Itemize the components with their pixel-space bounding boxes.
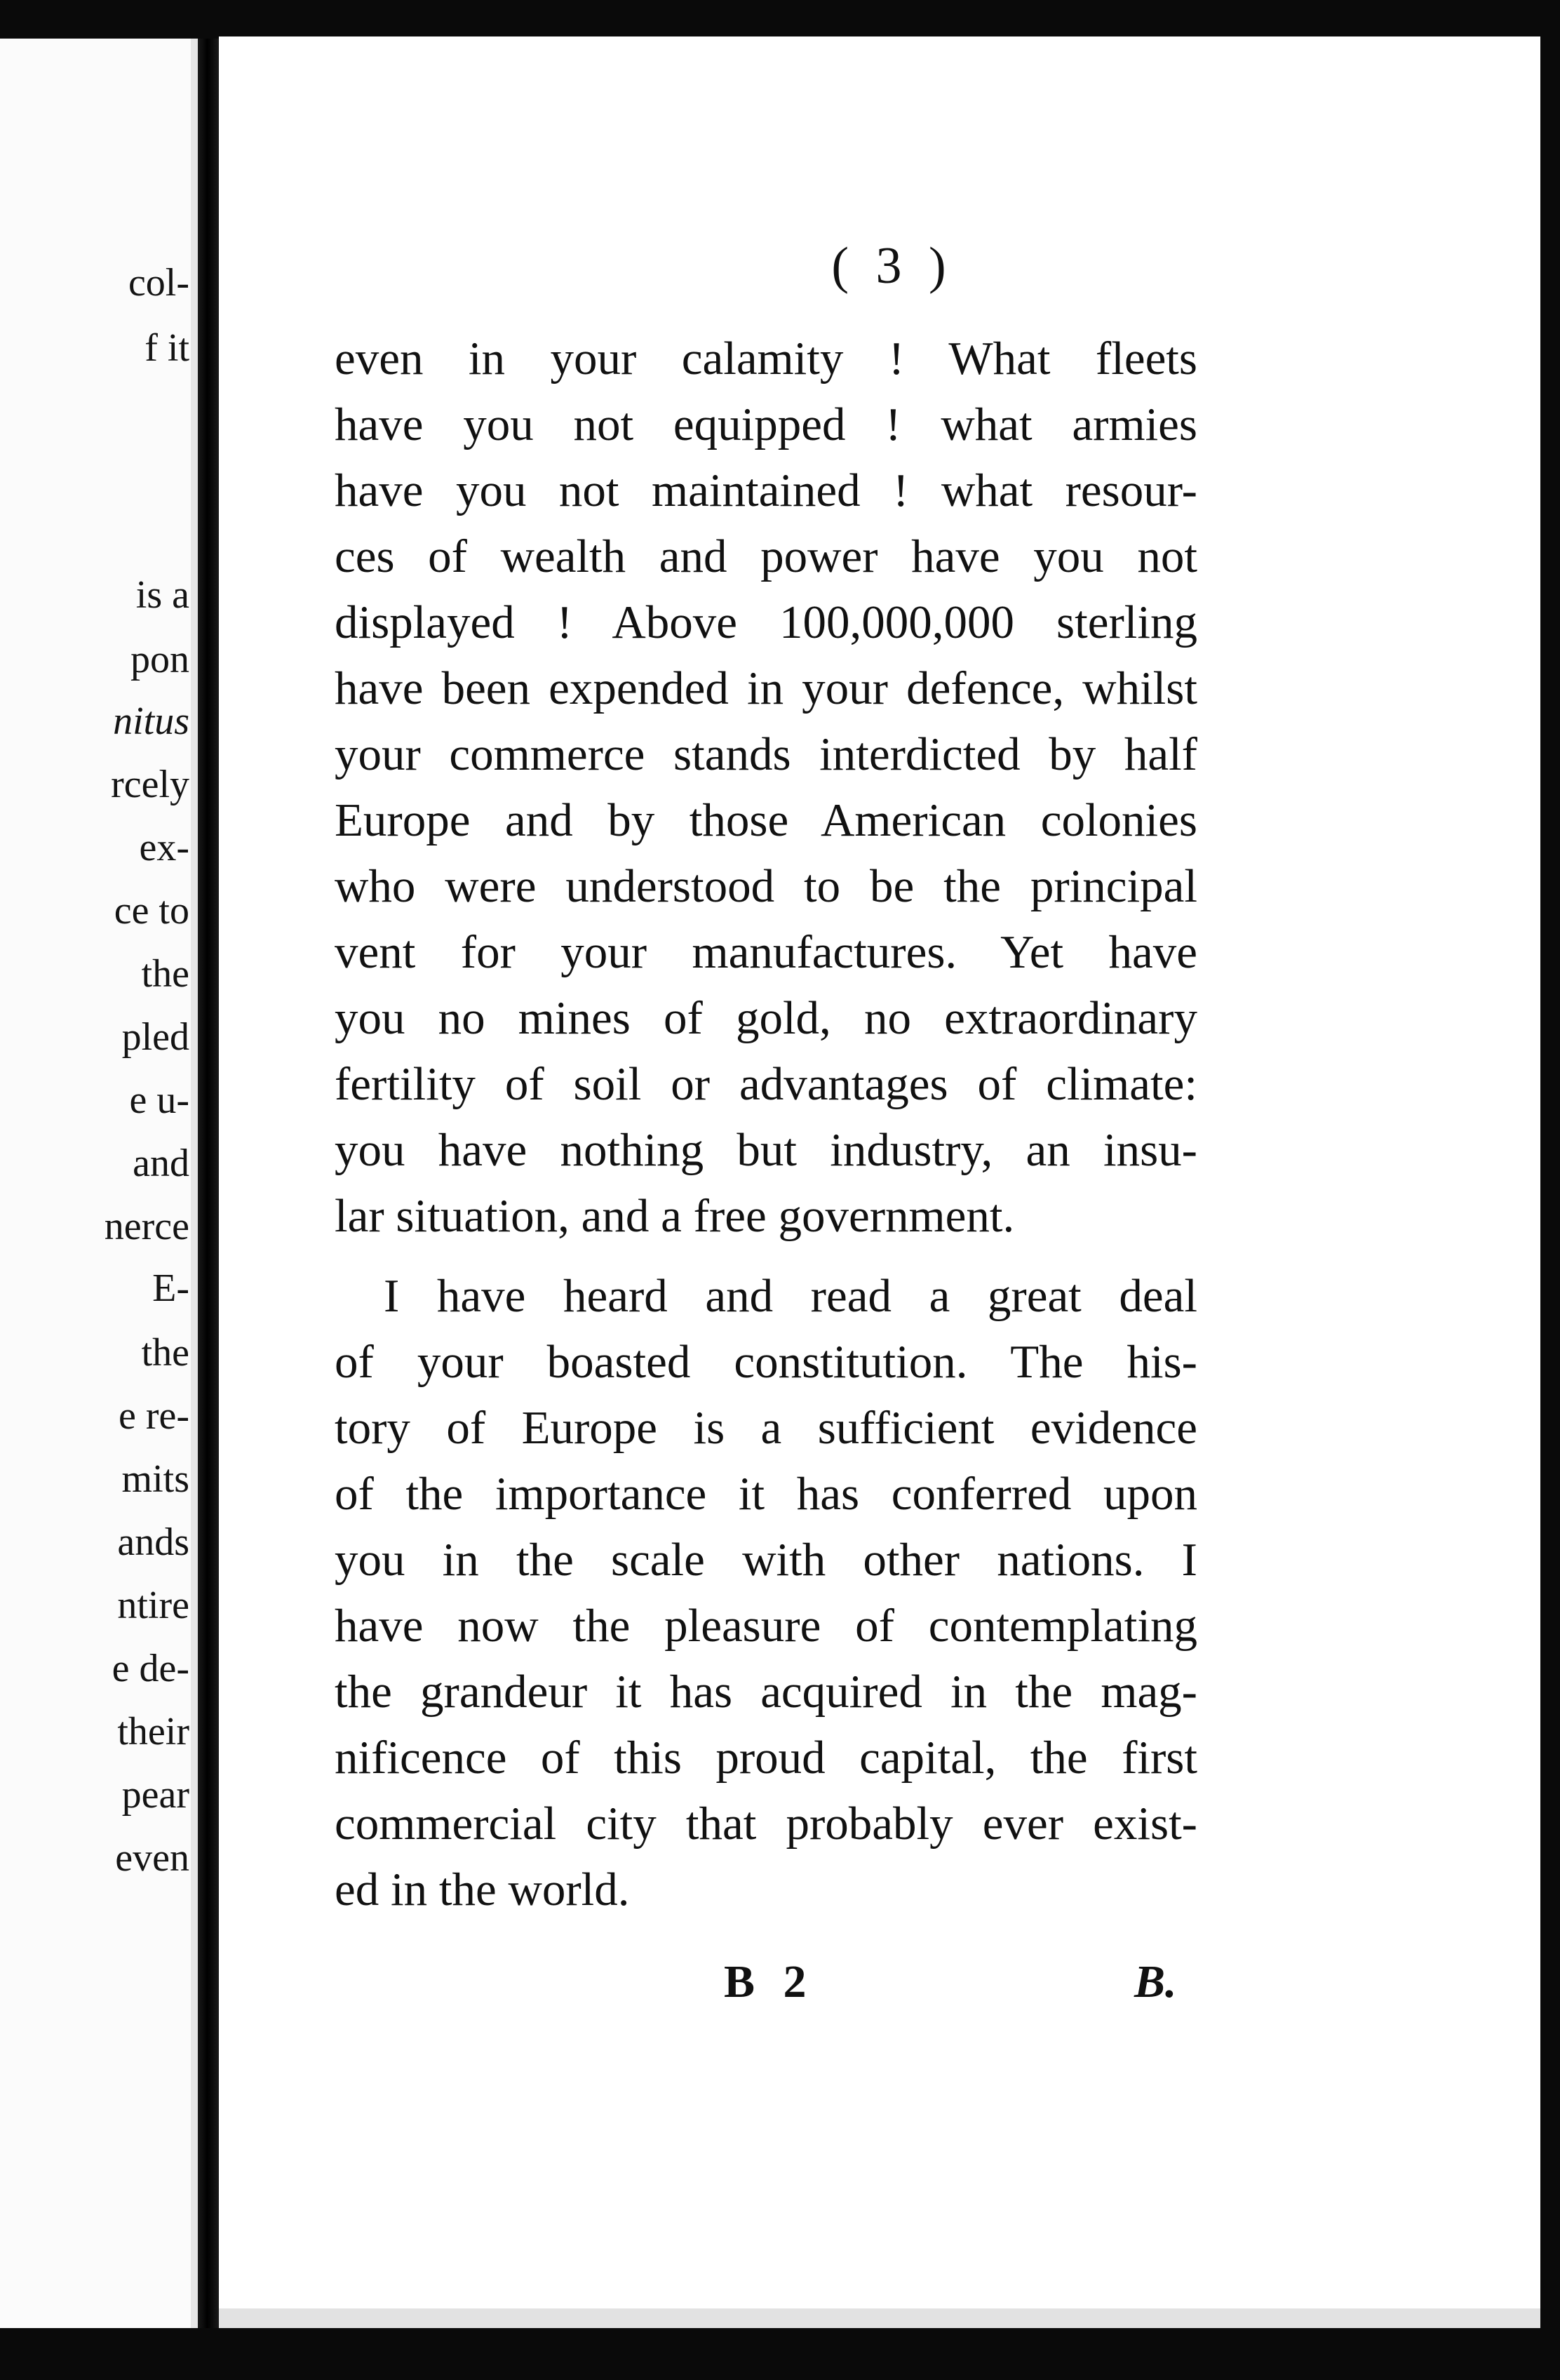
paragraph-2 bbox=[335, 1263, 1197, 1923]
left-page-line: col- bbox=[128, 261, 189, 305]
text-line: even in your calamity ! What fleets bbox=[335, 333, 1197, 385]
text-line: of your boasted constitution. The his- bbox=[335, 1336, 1197, 1388]
left-page-line: the bbox=[141, 1331, 189, 1375]
signature-mark: B 2 bbox=[724, 1956, 815, 2007]
left-page-line: pled bbox=[121, 1015, 189, 1059]
left-page-line: E- bbox=[152, 1266, 189, 1310]
page-3 bbox=[219, 36, 1542, 2329]
left-page-line: and bbox=[133, 1142, 189, 1185]
text-line: fertility of soil or advantages of climate: bbox=[335, 1058, 1197, 1110]
text-line: you in the scale with other nations. I bbox=[335, 1534, 1197, 1586]
text-line: lar situation, and a free government. bbox=[335, 1190, 1015, 1242]
text-line: you no mines of gold, no extraordinary bbox=[335, 992, 1197, 1044]
scan-border-right bbox=[1540, 0, 1560, 2380]
text-line: you have nothing but industry, an insu- bbox=[335, 1124, 1197, 1176]
text-line: ces of wealth and power have you not bbox=[335, 530, 1197, 582]
left-page-line: pon bbox=[130, 638, 189, 681]
text-line: ed in the world. bbox=[335, 1864, 630, 1916]
text-line: commercial city that probably ever exist- bbox=[335, 1798, 1197, 1850]
text-line: vent for your manufactures. Yet have bbox=[335, 926, 1197, 978]
text-line: of the importance it has conferred upon bbox=[335, 1468, 1197, 1520]
left-page-line: e de- bbox=[112, 1647, 189, 1690]
scan-border-bottom bbox=[0, 2328, 1560, 2380]
catchword: B. bbox=[1134, 1956, 1177, 2007]
page-body bbox=[335, 326, 1197, 1923]
text-line: have you not equipped ! what armies bbox=[335, 399, 1197, 450]
left-page-line: the bbox=[141, 952, 189, 996]
left-page-line: ntire bbox=[117, 1584, 189, 1627]
left-page-line: mits bbox=[121, 1457, 189, 1501]
text-line: the grandeur it has acquired in the mag- bbox=[335, 1666, 1197, 1718]
page-number-header: ( 3 ) bbox=[831, 237, 953, 295]
text-line: your commerce stands interdicted by half bbox=[335, 728, 1197, 780]
text-line: I have heard and read a great deal bbox=[384, 1270, 1197, 1322]
left-page-line: rcely bbox=[111, 763, 189, 806]
left-page-line: is a bbox=[135, 573, 189, 617]
left-page-line: nerce bbox=[104, 1205, 189, 1248]
left-page-line: ex- bbox=[139, 826, 189, 869]
left-page-line: nitus bbox=[113, 700, 189, 743]
left-page-line: their bbox=[117, 1710, 189, 1753]
text-line: have you not maintained ! what resour- bbox=[335, 464, 1197, 516]
scan-border-top bbox=[0, 0, 1560, 42]
page-edge bbox=[191, 39, 198, 2329]
text-line: have been expended in your defence, whilst bbox=[335, 662, 1197, 714]
left-page-line: pear bbox=[121, 1773, 189, 1817]
facing-page-left bbox=[0, 39, 198, 2329]
left-page-line: ands bbox=[117, 1520, 189, 1564]
left-page-line: ce to bbox=[114, 889, 189, 932]
left-page-line: e re- bbox=[118, 1394, 189, 1438]
text-line: tory of Europe is a sufficient evidence bbox=[335, 1402, 1197, 1454]
text-line: who were understood to be the principal bbox=[335, 860, 1197, 912]
left-page-line: f it bbox=[144, 326, 189, 370]
left-page-line: even bbox=[115, 1836, 189, 1880]
text-line: have now the pleasure of contemplating bbox=[335, 1600, 1197, 1652]
text-line: displayed ! Above 100,000,000 sterling bbox=[335, 596, 1197, 648]
text-line: Europe and by those American colonies bbox=[335, 794, 1197, 846]
paragraph-gap bbox=[335, 1249, 1197, 1263]
text-line: nificence of this proud capital, the first bbox=[335, 1732, 1197, 1784]
page-bottom-edge bbox=[219, 2308, 1542, 2329]
paragraph-1 bbox=[335, 326, 1197, 1249]
left-page-line: e u- bbox=[129, 1078, 189, 1122]
book-gutter bbox=[198, 39, 219, 2329]
